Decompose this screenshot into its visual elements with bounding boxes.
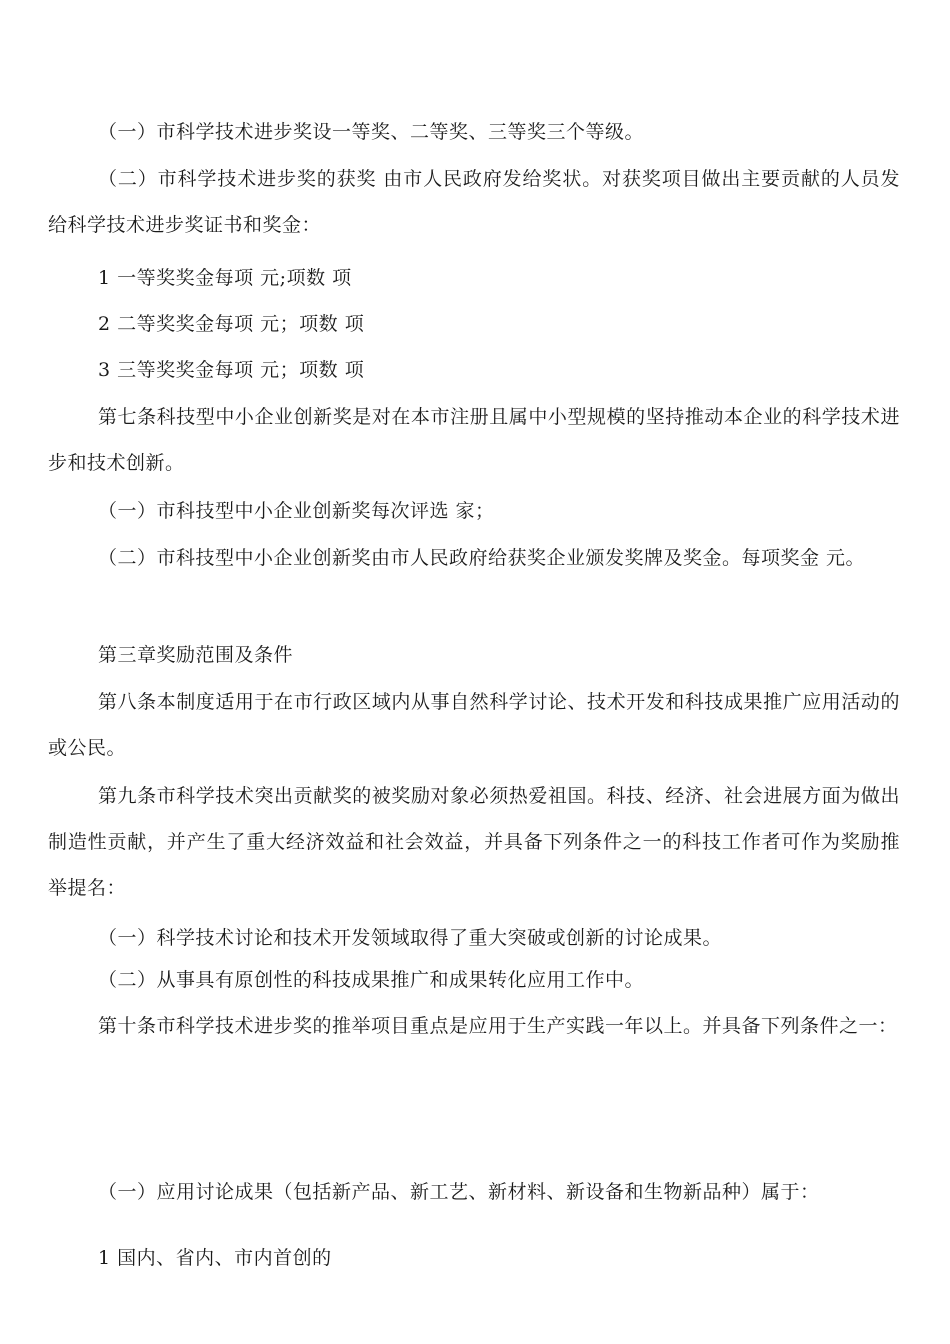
paragraph-applied-research: （一）应用讨论成果（包括新产品、新工艺、新材料、新设备和生物新品种）属于：: [98, 1181, 820, 1203]
paragraph-article-7: 第七条科技型中小企业创新奖是对在本市注册且属中小型规模的坚持推动本企业的科学技术进步和技术创新。: [48, 406, 900, 474]
paragraph-sme-count: （一）市科技型中小企业创新奖每次评选 家；: [98, 500, 495, 522]
paragraph-second-prize: 2 二等奖奖金每项 元；项数 项: [98, 313, 365, 335]
paragraph-article-10: 第十条市科学技术进步奖的推举项目重点是应用于生产实践一年以上。并具备下列条件之一：: [98, 1015, 898, 1037]
paragraph-first-prize: 1 一等奖奖金每项 元;项数 项: [98, 267, 352, 289]
paragraph-article-9: 第九条市科学技术突出贡献奖的被奖励对象必须热爱祖国。科技、经济、社会进展方面为做出制造性贡献，并产生了重大经济效益和社会效益，并具备下列条件之一的科技工作者可作为奖励推举提名：: [48, 785, 900, 899]
paragraph-third-prize: 3 三等奖奖金每项 元；项数 项: [98, 359, 365, 381]
paragraph-article-8: 第八条本制度适用于在市行政区域内从事自然科学讨论、技术开发和科技成果推广应用活动的 或公民。: [48, 691, 900, 759]
paragraph-condition-1: （一）科学技术讨论和技术开发领域取得了重大突破或创新的讨论成果。: [98, 927, 723, 949]
paragraph-award-certificates: （二）市科学技术进步奖的获奖 由市人民政府发给奖状。对获奖项目做出主要贡献的人员发给科学技术进步奖证书和奖金：: [48, 168, 900, 236]
paragraph-condition-2: （二）从事具有原创性的科技成果推广和成果转化应用工作中。: [98, 969, 645, 991]
chapter-heading: 第三章奖励范围及条件: [98, 644, 294, 666]
paragraph-sme-award: （二）市科技型中小企业创新奖由市人民政府给获奖企业颁发奖牌及奖金。每项奖金 元。: [98, 547, 866, 569]
paragraph-award-levels: （一）市科学技术进步奖设一等奖、二等奖、三等奖三个等级。: [98, 121, 645, 143]
paragraph-domestic-first: 1 国内、省内、市内首创的: [98, 1247, 332, 1269]
